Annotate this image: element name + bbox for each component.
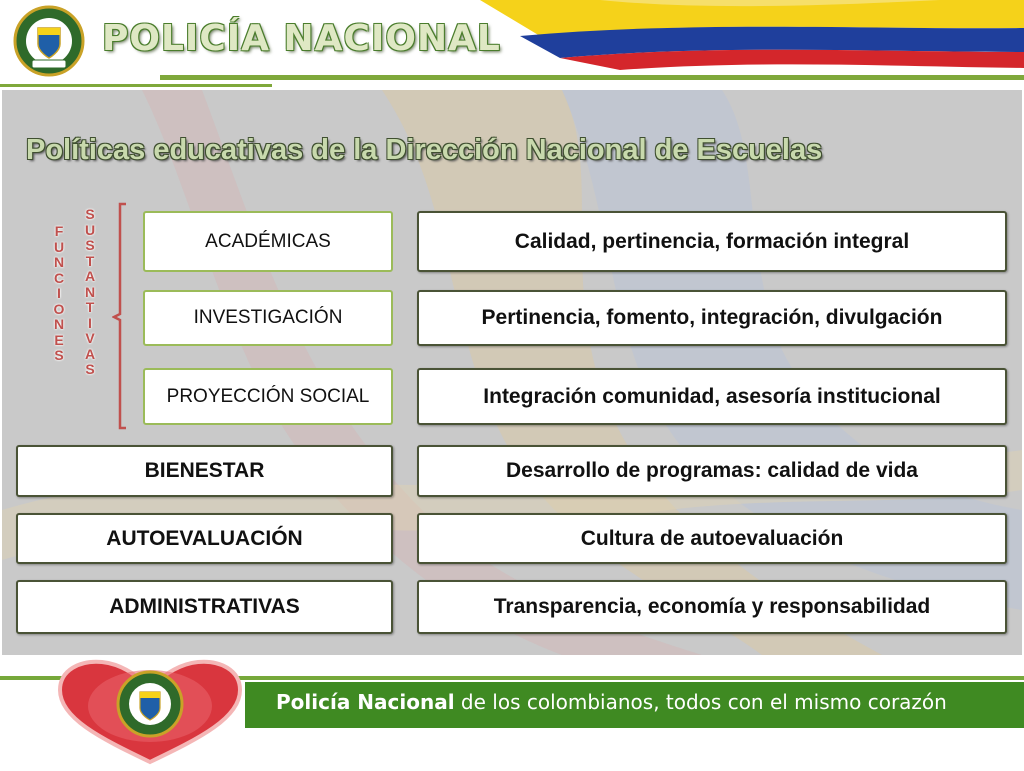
funciones-letter: I: [57, 285, 61, 301]
politica-bienestar-box: [417, 445, 1007, 497]
funcion-bienestar-box: [16, 445, 393, 497]
funciones-vertical-label: [51, 224, 67, 364]
box-label: PROYECCIÓN SOCIAL: [166, 385, 370, 407]
sustantivas-letter: A: [84, 268, 96, 284]
funciones-letter: N: [53, 316, 65, 332]
box-description: Cultura de autoevaluación: [580, 526, 844, 550]
box-description: Transparencia, economía y responsabilidad: [493, 595, 931, 618]
box-description: Integración comunidad, asesoría institucional: [483, 384, 941, 408]
box-label: INVESTIGACIÓN: [193, 307, 343, 328]
sustantivas-letter: A: [84, 345, 96, 362]
sustantivas-letter: S: [85, 237, 95, 253]
politica-administrativas-box: [417, 580, 1007, 634]
bracket-icon: [112, 202, 132, 432]
box-description: Calidad, pertinencia, formación integral: [514, 229, 910, 253]
page-title: Políticas educativas de la Dirección Nacional de Escuelas: [26, 134, 823, 166]
header-divider-short: [0, 84, 272, 87]
sustantivas-letter: V: [85, 330, 95, 346]
funcion-academicas-box: [143, 211, 393, 272]
heart-emblem-icon: [40, 658, 260, 766]
sustantivas-letter: I: [88, 314, 92, 331]
sustantivas-letter: S: [85, 206, 95, 222]
footer-slogan: [276, 690, 947, 714]
header-title: POLICÍA NACIONAL: [102, 18, 501, 59]
header: [0, 0, 1024, 88]
box-label: BIENESTAR: [144, 459, 265, 482]
politica-autoevaluacion-box: [417, 513, 1007, 564]
funciones-letter: C: [53, 269, 65, 286]
funciones-letter: U: [53, 238, 65, 255]
funciones-letter: E: [54, 331, 64, 348]
header-divider: [160, 75, 1024, 80]
box-description: Pertinencia, fomento, integración, divulgación: [481, 306, 943, 329]
funciones-letter: F: [54, 223, 64, 239]
funcion-investigacion-box: [143, 290, 393, 346]
sustantivas-letter: T: [85, 252, 95, 269]
politica-academicas-box: [417, 211, 1007, 272]
sustantivas-letter: U: [84, 221, 96, 238]
funciones-letter: N: [53, 254, 65, 270]
footer-slogan-rest: de los colombianos, todos con el mismo corazón: [454, 690, 947, 714]
funciones-letter: O: [53, 300, 65, 317]
sustantivas-vertical-label: [82, 207, 98, 378]
funcion-autoevaluacion-box: [16, 513, 393, 564]
funcion-administrativas-box: [16, 580, 393, 634]
sustantivas-letter: S: [85, 361, 95, 377]
box-label: ADMINISTRATIVAS: [109, 595, 300, 618]
box-label: ACADÉMICAS: [205, 230, 331, 252]
sustantivas-letter: N: [84, 283, 96, 300]
sustantivas-letter: T: [85, 299, 95, 315]
box-label: AUTOEVALUACIÓN: [106, 526, 303, 550]
politica-proyeccion-social-box: [417, 368, 1007, 425]
footer-slogan-bold: Policía Nacional: [276, 690, 455, 714]
funcion-proyeccion-social-box: [143, 368, 393, 425]
box-description: Desarrollo de programas: calidad de vida: [506, 459, 918, 482]
politica-investigacion-box: [417, 290, 1007, 346]
funciones-letter: S: [54, 347, 64, 363]
police-shield-icon: [12, 4, 86, 78]
